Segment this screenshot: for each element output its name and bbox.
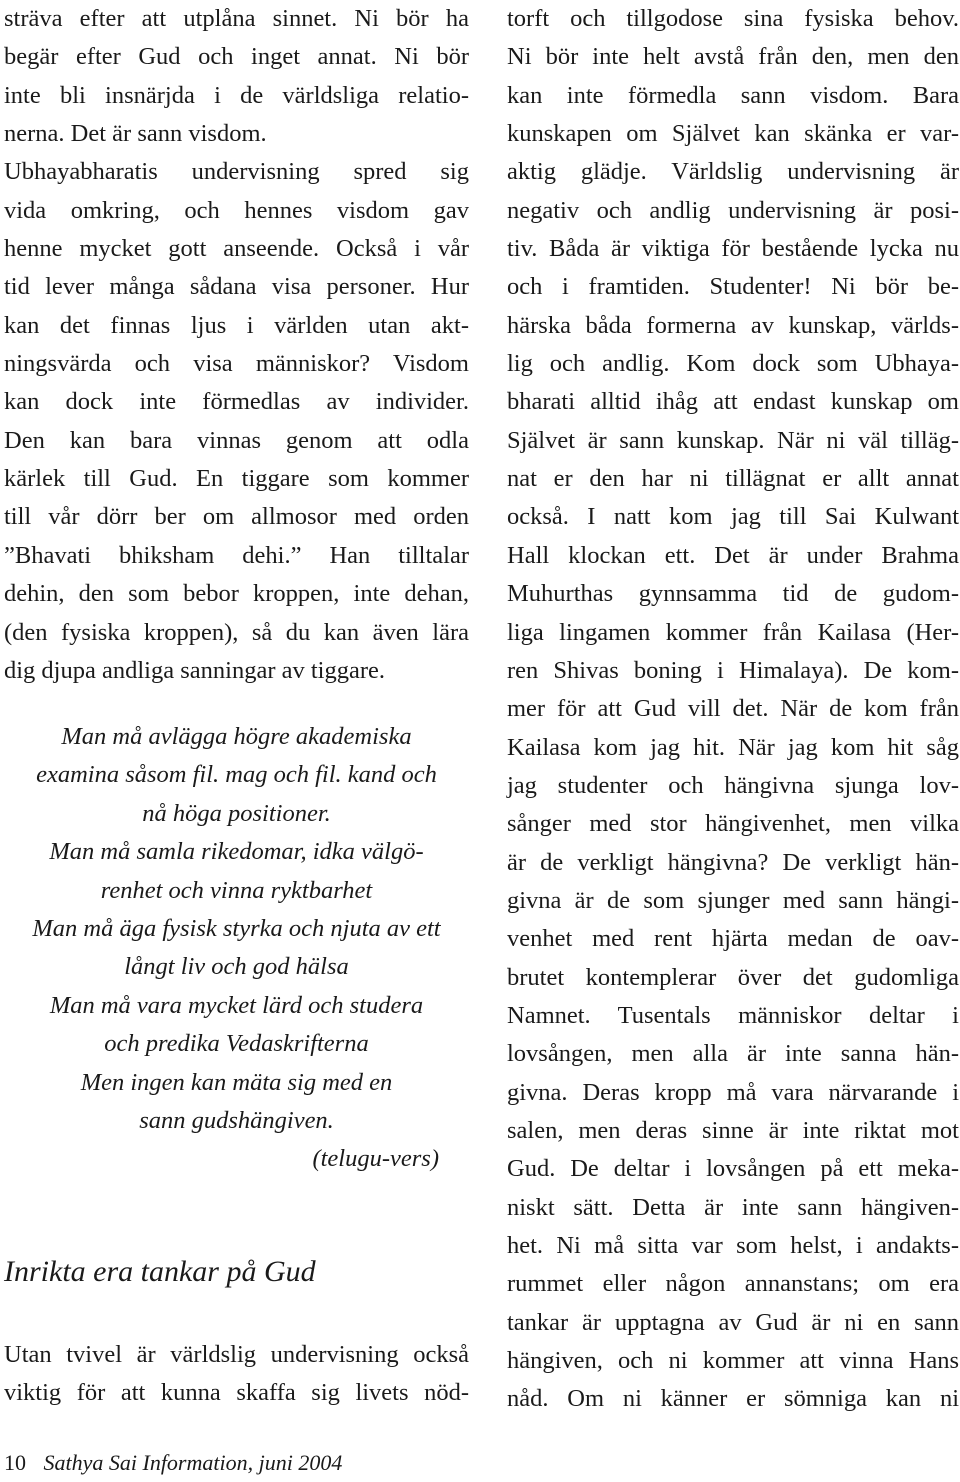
- body-line: dehin, den som bebor kroppen, inte dehan,: [4, 580, 469, 608]
- body-line: inte bli insnärjda i de världsliga relatio-: [4, 81, 469, 109]
- body-line: torft och tillgodose sina fysiska behov.: [507, 5, 959, 32]
- body-line: Gud. De deltar i lovsången på ett meka-: [507, 1155, 959, 1183]
- poem-line: och predika Vedaskrifterna: [104, 1030, 369, 1058]
- poem-line: Man må vara mycket lärd och studera: [49, 991, 424, 1019]
- left-column: [4, 0, 469, 690]
- poem-line: sann gudshängiven.: [139, 1106, 334, 1134]
- body-line: liga lingamen kommer från Kailasa (Her-: [507, 618, 959, 646]
- body-line: kan inte förmedla sann visdom. Bara: [507, 81, 959, 109]
- left-column-continuation: [4, 1336, 469, 1413]
- body-line: sträva efter att utplåna sinnet. Ni bör ha: [4, 5, 469, 32]
- body-line: Muhurthas gynnsamma tid de gudom-: [507, 580, 959, 608]
- poem-line: nå höga positioner.: [142, 799, 331, 827]
- body-line: kan dock inte förmedlas av individer.: [4, 388, 469, 416]
- body-line: Ni bör inte helt avstå från den, men den: [507, 43, 959, 71]
- body-line: brutet kontemplerar över det gudomliga: [507, 963, 959, 991]
- poem-line: examina såsom fil. mag och fil. kand och: [36, 761, 437, 789]
- body-line: vida omkring, och hennes visdom gav: [4, 196, 469, 224]
- body-line: bharati alltid ihåg att endast kunskap om: [507, 388, 959, 416]
- section-heading: Inrikta era tankar på Gud: [4, 1255, 316, 1288]
- body-line: salen, men deras sinne är inte riktat mot: [507, 1116, 959, 1144]
- body-line: är de verkligt hängivna? De verkligt hän-: [507, 848, 959, 876]
- poem-line: Man må avlägga högre akademiska: [61, 723, 412, 750]
- body-line: viktig för att kunna skaffa sig livets nöd-: [4, 1379, 469, 1407]
- body-line: sånger med stor hängivenhet, men vilka: [507, 810, 959, 838]
- body-line: ningsvärda och visa människor? Visdom: [4, 350, 469, 378]
- body-line: jag studenter och hängivna sjunga lov-: [507, 771, 959, 799]
- body-line: nerna. Det är sann visdom.: [4, 120, 267, 148]
- body-line: kunskapen om Självet kan skänka er var-: [507, 120, 959, 148]
- body-line: het. Ni må sitta var som helst, i andakts-: [507, 1232, 959, 1259]
- body-line: till vår dörr ber om allmosor med orden: [4, 503, 469, 531]
- body-line: aktig glädje. Världslig undervisning är: [507, 158, 959, 186]
- body-line: nat er den har ni tillägnat er allt annat: [507, 465, 959, 493]
- body-line: Hall klockan ett. Det är under Brahma: [507, 541, 959, 569]
- body-line: ”Bhavati bhiksham dehi.” Han tilltalar: [4, 541, 469, 569]
- body-line: ren Shivas boning i Himalaya). De kom-: [507, 656, 959, 684]
- poem-line: Men ingen kan mäta sig med en: [80, 1068, 393, 1096]
- poem-line: Man må samla rikedomar, idka välgö-: [49, 838, 424, 866]
- body-line: hängiven, och ni kommer att vinna Hans: [507, 1347, 959, 1375]
- body-line: och i framtiden. Studenter! Ni bör be-: [507, 273, 959, 301]
- body-line: härska båda formerna av kunskap, världs-: [507, 311, 959, 339]
- body-line: Kailasa kom jag hit. När jag kom hit såg: [507, 733, 959, 761]
- right-column: [507, 0, 959, 1419]
- body-line: Utan tvivel är världslig undervisning också: [4, 1341, 469, 1368]
- body-line: begär efter Gud och inget annat. Ni bör: [4, 43, 469, 71]
- body-line: negativ och andlig undervisning är posi-: [507, 196, 959, 224]
- body-line: lig och andlig. Kom dock som Ubhaya-: [507, 350, 959, 378]
- body-line: lovsången, men alla är inte sanna hän-: [507, 1040, 959, 1068]
- body-line: henne mycket gott anseende. Också i vår: [4, 235, 469, 263]
- body-line: rummet eller någon annanstans; om era: [507, 1270, 959, 1298]
- body-line: Självet är sann kunskap. När ni väl tilläg-: [507, 426, 959, 454]
- page-footer: [4, 1448, 342, 1478]
- body-line: tankar är upptagna av Gud är ni en sann: [507, 1308, 959, 1336]
- body-line: tid lever många sådana visa personer. Hur: [4, 273, 469, 301]
- body-line: Namnet. Tusentals människor deltar i: [507, 1001, 959, 1029]
- poem-line: långt liv och god hälsa: [124, 953, 349, 981]
- body-line: kan det finnas ljus i världen utan akt-: [4, 311, 469, 339]
- page-number: 10: [4, 1450, 26, 1475]
- body-line: (den fysiska kroppen), så du kan även lära: [4, 618, 469, 646]
- body-line: givna är de som sjunger med sann hängi-: [507, 886, 959, 914]
- body-line: mer för att Gud vill det. När de kom från: [507, 695, 959, 723]
- body-line: venhet med rent hjärta medan de oav-: [507, 925, 959, 953]
- body-line: Den kan bara vinnas genom att odla: [4, 426, 469, 454]
- body-line: tiv. Båda är viktiga för bestående lycka nu: [507, 235, 959, 263]
- body-line: dig djupa andliga sanningar av tiggare.: [4, 656, 385, 684]
- body-line: kärlek till Gud. En tiggare som kommer: [4, 465, 469, 493]
- body-line: Ubhayabharatis undervisning spred sig: [4, 158, 469, 186]
- body-line: niskt sätt. Detta är inte sann hängiven-: [507, 1193, 959, 1221]
- body-line: givna. Deras kropp må vara närvarande i: [507, 1078, 959, 1106]
- body-line: också. I natt kom jag till Sai Kulwant: [507, 503, 959, 531]
- body-line: nåd. Om ni känner er sömniga kan ni: [507, 1385, 959, 1413]
- poem-attribution: (telugu-vers): [312, 1145, 439, 1173]
- poem: [4, 718, 469, 1179]
- poem-line: renhet och vinna ryktbarhet: [100, 876, 373, 904]
- publication-name: Sathya Sai Information, juni 2004: [43, 1450, 343, 1475]
- poem-line: Man må äga fysisk styrka och njuta av ett: [32, 914, 441, 942]
